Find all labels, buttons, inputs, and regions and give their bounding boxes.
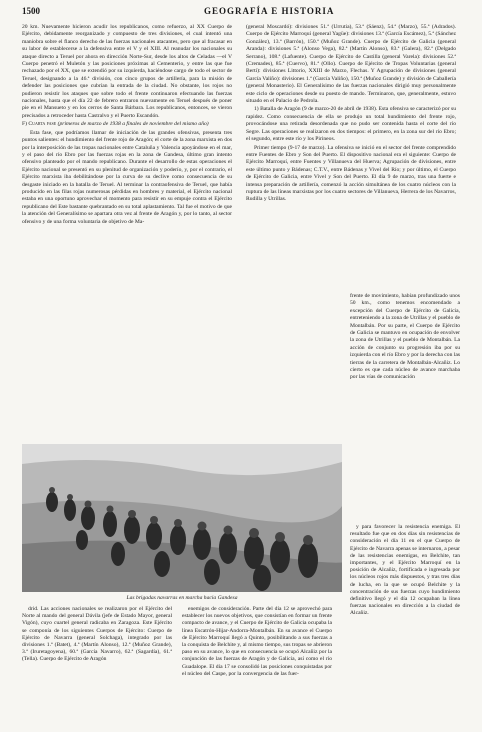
section-subtitle: (primeros de marzo de 1938 a finales de noviembre del mismo año) (57, 121, 209, 128)
right-column (246, 24, 456, 286)
soldiers-marching-photo (22, 444, 342, 592)
right-paragraph-1: (general Moscardó): divisiones 51.ª (Urrutia), 53.ª (Sáenz), 54.ª (Marzo), 55.ª (Adrados). Cuerpo de Ejército Marroquí (general Yagüe): divisiones 13.ª (García Escámez), 5.ª (Sánchez González), 13.ª (Barrón), 150.ª (Muñoz Grande). Cuerpo de Ejército de Galicia (general Aranda): divisiones 5.ª (Alonso Vega), 82.ª (Martín Alonso), 83.ª (Galera), 82.ª (Delgado Serrano), 108.ª (Lafuente). Cuerpo de Ejército de Castilla (general Varela): divisiones 52.ª (Cremades), 85.ª (Cuervo), 81.ª (Ollo). Cuerpo de Ejército de Tropas Voluntarias (general Berti): divisiones Littorio, XXIII de Marzo, Flechas. Y Agrupación de divisiones (general García Valiño): divisiones 1.ª (García Valiño), 150.ª (Muñoz Grande) y división de Caballería (general Monasterio). El Generalísimo de las fuerzas nacionales dirigió muy personalmente este ciclo de operaciones desde su puesto de mando. Terminaron, que, generalmente, estuvo situado en el Palacio de Pedrola. (246, 24, 456, 105)
photo-caption: Las brigadas navarras en marcha hacia Gandesa (126, 595, 238, 601)
bottom-column-1 (22, 606, 172, 714)
left-paragraph-1: 20 km. Nuevamente hicieron acudir los republicanos, como refuerzo, al XX Cuerpo de Ejército, debidamente reorganizado y compuesto de tres divisiones, el cual intentó una maniobra sobre el flanco derecho de las fuerzas nacionales atacantes, pero que al fracasar en su labor de establecerse a la defensiva entre el V y el XIII. Al reanudar los nacionales su ataque directo a Teruel por ahora en dirección Norte-Sur, desde los altos de Celadas —el V Cuerpo penetró el Muletón y las posiciones próximas al Cementerio, y entre las que fue rechazado por el XX, que se extendió por su izquierda, haciéndose cargo de todo el sector de Teruel, designando a la 46.ª división, con cinco grupos de artillería, para la misión de defender las posiciones que cubrían la entrada de la ciudad. No obstante, los rojos no pudieron resistir los ataques que sobre todo el frente continuaron efectuando las fuerzas nacionales, hasta que el día 22 de febrero entraron nuevamente en Teruel después de poner pie en el Mansueto y en los cerros de Santa Bárbara. Los republicanos, entonces, se vieron precisados a retroceder hasta Castralvo y el Puerto Escandón. (22, 24, 232, 119)
page-number: 1500 (22, 6, 40, 16)
bottom-text-2: enemigos de consideración. Parte del día 12 se aprovechó para establecer los nuevos objetivos, que consistían en formar un frente compacto de avance, y el Cuerpo de Ejército de Galicia ocupaba la línea Escatrón-Hijar-Andorra-Montalbán. En su avance el Cuerpo de Ejército Marroquí llegó a Quinto, posibilitando a sus fuerzas a la conquista de Belchite y, al mismo tiempo, sus tropas se abrieron paso en su avance, lo que en consecuencia se ocupó Alcañiz por la conjunción de las fuerzas de Aragón y de Galicia, así como el río Guadalope. El día 17 se consolidó las posiciones conquistadas por el núcleo del Caspe, por la convergencia de las fuer- (182, 606, 332, 677)
page-header (22, 6, 460, 20)
right-paragraph-3: Primer tiempo (9-17 de marzo). La ofensiva se inició en el sector del frente comprendido entre Fuentes de Ebro y Son del Puerto. El dispositivo nacional era el siguiente: Cuerpo de Ejército Marroquí, entre Fuentes y Villanueva del Huerva; Agrupación de divisiones, entre este último punto y Bádenas; C.T.V., entre Bádenas y Vivel del Río; y por último, el Cuerpo de Ejército de Galicia, entre Vivel y Son del Puerto. El día 9 de marzo, tras una fuerte e intensa preparación de artillería, comenzó la acción simultánea de los cuatro núcleos con la ruptura de las líneas marxistas por los cuatro sectores de Villanueva, Herrera de los Navarros, Rudilla y Utrillas. (246, 144, 456, 203)
document-page (22, 6, 460, 718)
section-heading (22, 121, 232, 128)
bottom-column-3 (350, 524, 460, 714)
right-paragraph-2: 1) Batalla de Aragón (9 de marzo-20 de abril de 1938). Esta ofensiva se caracterizó por su rapidez. Como consecuencia de ella se produjo un total hundimiento del frente rojo, provocándose una retirada desordenada que no pudo ser contenida hasta el corte del río Segre. Las operaciones se realizaron en dos tiempos: el primero, en la zona sur del río Ebro; el segundo, entre este río y los Pirineos. (246, 106, 456, 143)
bottom-column-2 (182, 606, 332, 714)
photo-illustration (22, 444, 342, 592)
running-title: GEOGRAFÍA E HISTORIA (204, 6, 335, 16)
bottom-text-1: drid. Las acciones nacionales se realizaron por el Ejército del Norte al mando del general Dávila (jefe de Estado Mayor, general Vigón), cuyo cuartel general radicaba en Zaragoza. Este Ejército se componía de los siguientes Cuerpos de Ejército: Cuerpo de Ejército de Navarra (general Solchaga), integrado por las divisiones 1.ª (Batet), 4.ª (Martín Alonso), 12.ª (Muñoz Grande), 3.ª (Iruretagoyena), 60.ª (García Navarro), 62.ª (Sagardía), 61.ª (Tella). Cuerpo de Ejército de Aragón (22, 606, 172, 663)
left-column (22, 24, 232, 464)
bottom-text-3: y para favorecer la resistencia enemiga. El resultado fue que en dos días sin resistencias de consideración el día 11 en el que Cuerpo de Ejército de Navarra apenas se internaron, a pesar de las resistencias enemigas, en Belchite, tan importantes, y el Ejército Marroquí en la posición de Alcañiz, fortificada e ingresada por los núcleos rojos más dispuestos, y tras tres días de lucha, en la que se ocupó Belchite y la concentración de sus fuerzas cuyo hundimiento definitivo llegó y el día 12 ocupaban la línea fuerzas nacionales en dirección a la ciudad de Alcañiz. (350, 524, 460, 617)
section-label: F) Cuarta fase (22, 121, 57, 128)
right-narrow-column (350, 293, 460, 521)
narrow-paragraph-1: frente de movimiento, habían profundizado unos 50 km., como tenemos encomendado a excepción del Cuerpo de Ejército de Galicia, entreteniendo a la zona de Utrillas y el pueblo de Montalbán. Por su parte, el Cuerpo de Ejército de Galicia se mantuvo en ocupación de envolver la zona de Utrillas y el pueblo de Montalbán. La acción de conjunto su progresión iba por su izquierda con el río Ebro y por la derecha con las tierras de la carretera de Montalbán-Alcañiz. Lo cierto es que cada núcleo de avance marchaba por las vías de comunicación (350, 293, 460, 381)
section-paragraph: Esta fase, que podríamos llamar de iniciación de las grandes ofensivas, presenta tres puntos salientes: el hundimiento del frente rojo de Aragón; el corte de la zona marxista en dos por la interposición de las tropas nacionales entre Cataluña y Valencia apoyándose en el mar, y el paso del río Ebro por las fuerzas rojas en la zona de Gandesa, último gran intento ofensivo planteado por el mando republicano. Durante el desarrollo de estas operaciones el Ejército nacional se presentó en su plenitud de organización y poderío, y, por el contrario, el Ejército marxista iba debilitándose por la curva de su declive como consecuencia de su desgaste iniciado en la batalla de Teruel. Al terminar la contraofensiva de Teruel, que había producido en las filas rojas numerosas pérdidas en hombres y material, el Ejército nacional estaba en una oportuno aprovechar el momento para resistir en su empuje contra el Ejército republicano del Este bastante quebrantado en su total aplastamiento. Tal fue el motivo de que la atención del Generalísimo se apartara otra vez al frente de Aragón y, por lo tanto, al sector ofensivo y de una forma voluntaria de objetivo de Ma- (22, 129, 232, 225)
